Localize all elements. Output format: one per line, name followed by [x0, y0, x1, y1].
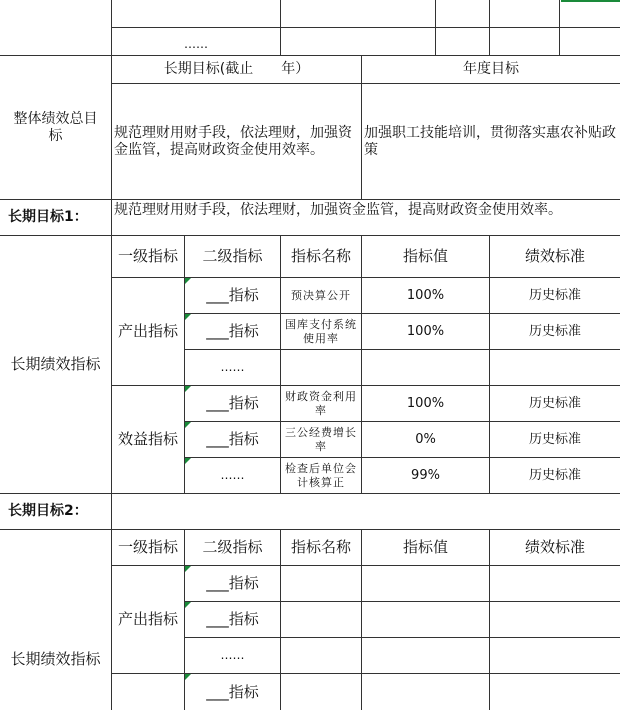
- top-cell: [436, 0, 490, 28]
- indicator-name: [281, 566, 362, 602]
- goal2-label: 长期目标2：: [0, 494, 112, 530]
- header-name: 指标名称: [281, 236, 362, 278]
- indicator-value: 100%: [362, 314, 490, 350]
- header-level2: 二级指标: [185, 530, 281, 566]
- level2-placeholder[interactable]: ___指标: [185, 278, 281, 314]
- top-blank-cell: [0, 0, 112, 56]
- level1-output: 产出指标: [112, 278, 185, 386]
- level1-blank: [112, 674, 185, 710]
- level2-placeholder[interactable]: ___指标: [185, 314, 281, 350]
- header-value: 指标值: [362, 236, 490, 278]
- comment-marker: [185, 278, 191, 284]
- indicator-value: [362, 638, 490, 674]
- indicator-name: [281, 674, 362, 710]
- header-name: 指标名称: [281, 530, 362, 566]
- indicator-value: 100%: [362, 386, 490, 422]
- top-cell: [112, 0, 281, 28]
- top-cell: [560, 0, 620, 28]
- indicator-value: 99%: [362, 458, 490, 494]
- header-value: 指标值: [362, 530, 490, 566]
- level2-placeholder[interactable]: ___指标: [185, 674, 281, 710]
- top-cell: [281, 0, 436, 28]
- annual-text: 加强职工技能培训，贯彻落实惠农补贴政策: [362, 84, 620, 200]
- top-cell: [281, 28, 436, 56]
- indicator-name: 三公经费增长率: [281, 422, 362, 458]
- indicator-name: 财政资金利用率: [281, 386, 362, 422]
- indicator-value: [362, 350, 490, 386]
- comment-marker: [185, 314, 191, 320]
- indicator-standard: [490, 350, 620, 386]
- ellipsis-cell: ……: [185, 638, 281, 674]
- ellipsis-cell[interactable]: ……: [185, 458, 281, 494]
- top-cell: [560, 28, 620, 56]
- indicator-value: [362, 566, 490, 602]
- header-standard: 绩效标准: [490, 236, 620, 278]
- indicator-standard: 历史标准: [490, 422, 620, 458]
- top-cell: [490, 28, 560, 56]
- header-level1: 一级指标: [112, 236, 185, 278]
- indicator-standard: [490, 602, 620, 638]
- long-term-header: 长期目标(截止 年）: [112, 56, 362, 84]
- top-ellipsis: ……: [112, 28, 281, 56]
- level2-placeholder[interactable]: ___指标: [185, 386, 281, 422]
- comment-marker: [185, 602, 191, 608]
- indicator-standard: 历史标准: [490, 386, 620, 422]
- goal2-text: [112, 494, 620, 530]
- indicator-value: 100%: [362, 278, 490, 314]
- indicator-standard: 历史标准: [490, 278, 620, 314]
- overall-goal-label: 整体绩效总目标: [0, 56, 112, 200]
- level1-benefit: 效益指标: [112, 386, 185, 494]
- indicator-name: 预决算公开: [281, 278, 362, 314]
- indicator-value: [362, 674, 490, 710]
- indicator-name: 检查后单位会计核算正: [281, 458, 362, 494]
- level2-placeholder[interactable]: ___指标: [185, 422, 281, 458]
- section-label: 长期绩效指标: [0, 236, 112, 494]
- ellipsis-cell: ……: [185, 350, 281, 386]
- indicator-name: 国库支付系统使用率: [281, 314, 362, 350]
- indicator-standard: [490, 638, 620, 674]
- top-cell: [436, 28, 490, 56]
- level1-output: 产出指标: [112, 566, 185, 674]
- comment-marker: [185, 674, 191, 680]
- annual-header: 年度目标: [362, 56, 620, 84]
- level2-placeholder[interactable]: ___指标: [185, 602, 281, 638]
- indicator-standard: [490, 674, 620, 710]
- comment-marker: [185, 458, 191, 464]
- header-standard: 绩效标准: [490, 530, 620, 566]
- header-level2: 二级指标: [185, 236, 281, 278]
- indicator-standard: [490, 566, 620, 602]
- indicator-standard: 历史标准: [490, 314, 620, 350]
- indicator-value: 0%: [362, 422, 490, 458]
- indicator-value: [362, 602, 490, 638]
- level2-placeholder[interactable]: ___指标: [185, 566, 281, 602]
- header-level1: 一级指标: [112, 530, 185, 566]
- top-cell: [490, 0, 560, 28]
- comment-marker: [185, 566, 191, 572]
- long-term-text: 规范理财用财手段，依法理财，加强资金监管，提高财政资金使用效率。: [112, 84, 362, 200]
- indicator-name: [281, 602, 362, 638]
- indicator-name: [281, 350, 362, 386]
- indicator-name: [281, 638, 362, 674]
- comment-marker: [185, 422, 191, 428]
- comment-marker: [185, 386, 191, 392]
- goal1-text: 规范理财用财手段，依法理财，加强资金监管，提高财政资金使用效率。: [112, 200, 620, 236]
- section-label: 长期绩效指标: [0, 530, 112, 710]
- goal1-label: 长期目标1：: [0, 200, 112, 236]
- indicator-standard: 历史标准: [490, 458, 620, 494]
